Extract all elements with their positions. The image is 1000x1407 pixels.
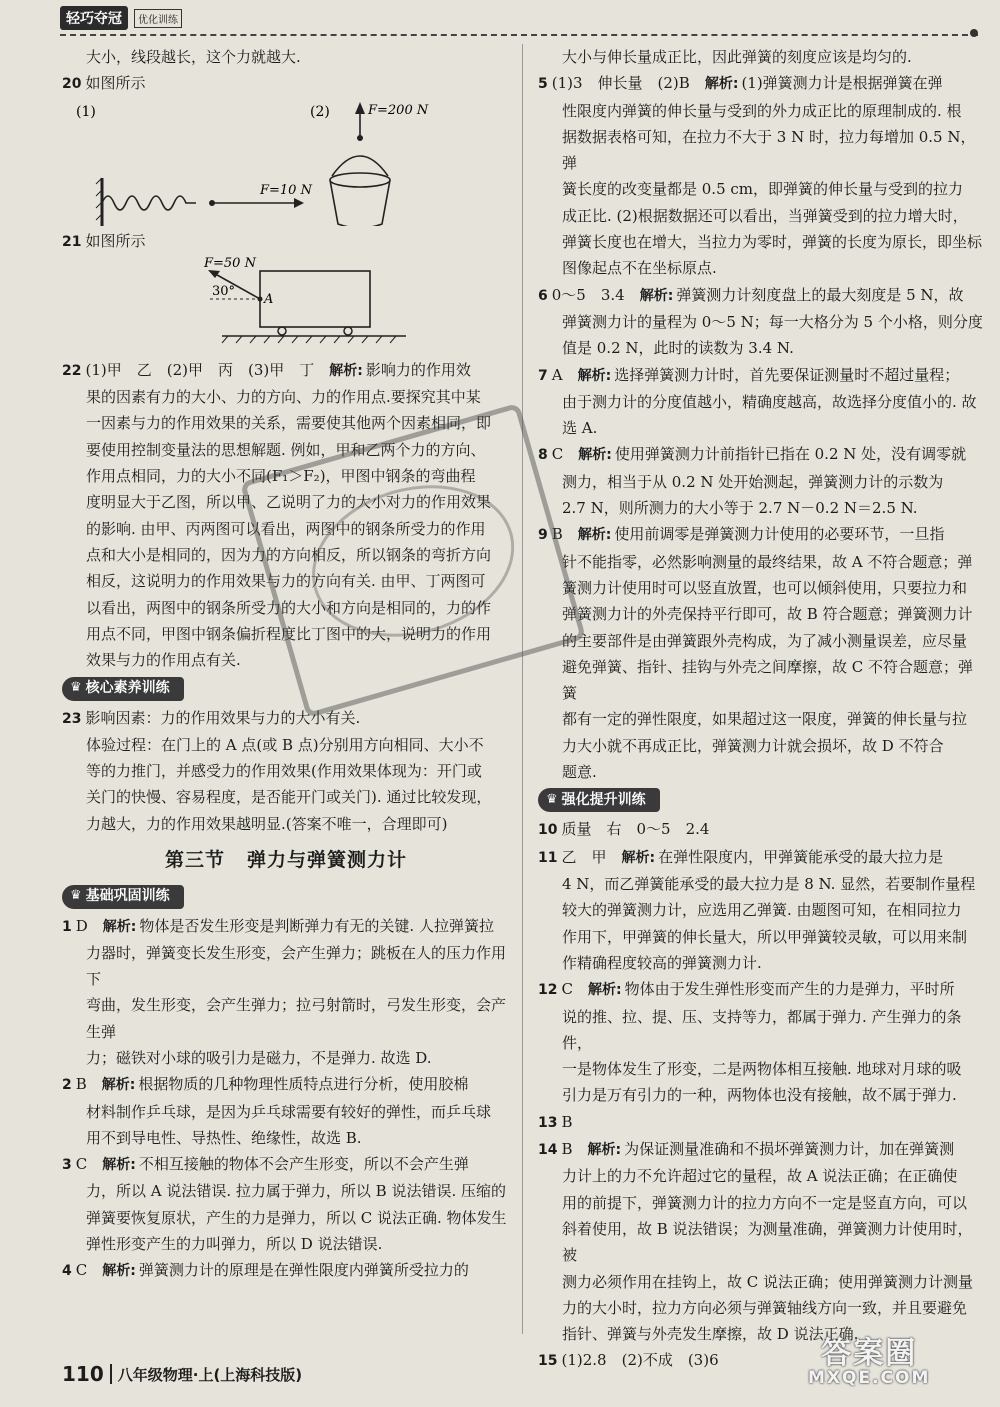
explanation-label: 解析: <box>102 1263 136 1280</box>
question-number: 12 <box>538 982 558 999</box>
section-heading <box>62 847 510 873</box>
text-line: 用的前提下，弹簧测力计的拉力方向不一定是竖直方向，可以 <box>562 1193 968 1212</box>
force-label-1: F=10 N <box>260 182 312 198</box>
q20-figure <box>62 100 502 226</box>
question-21 <box>62 228 510 255</box>
question-number: 9 <box>538 527 548 544</box>
text-line: 选择弹簧测力计时，首先要保证测量时不超过量程； <box>614 365 960 384</box>
section-title: 弹力与弹簧测力计 <box>247 849 408 872</box>
explanation-label: 解析: <box>577 527 612 544</box>
site-watermark <box>808 1328 930 1388</box>
explanation-label: 解析: <box>639 287 674 304</box>
text-line: 力大小就不再成正比，弹簧测力计就会损坏，故 D 不符合 <box>562 736 944 755</box>
question-number: 22 <box>62 362 82 379</box>
section-bar-advanced <box>538 788 660 812</box>
section-bar-label: 基础巩固训练 <box>85 888 170 905</box>
explanation-label: 解析: <box>102 918 137 935</box>
crown-icon: ♛ <box>70 680 82 696</box>
text-line: 据数据表格可知，在拉力不大于 3 N 时，拉力每增加 0.5 N，弹 <box>562 127 976 173</box>
text-line: 果的因素有力的大小、力的方向、力的作用点.要探究其中某 <box>86 388 481 407</box>
text-line: 针不能指零，必然影响测量的最终结果，故 A 不符合题意；弹 <box>562 552 973 571</box>
ground-hatch <box>222 336 396 343</box>
question-11 <box>538 844 984 871</box>
text-line: 测力必须作用在挂钩上，故 C 说法正确；使用弹簧测力计测量 <box>562 1272 974 1291</box>
force-label: F=50 N <box>204 256 256 271</box>
left-column <box>62 44 510 1285</box>
fig2-label: (2) <box>310 103 330 120</box>
explanation-label: 解析: <box>101 1077 136 1094</box>
question-number: 21 <box>62 233 82 250</box>
text-line: 力，所以 A 说法错误. 拉力属于弹力，所以 B 说法错误. 压缩的 <box>86 1182 507 1201</box>
question-22 <box>62 357 510 384</box>
text-line: 弹簧要恢复原状，产生的力是弹力，所以 C 说法正确. 物体发生 <box>86 1208 507 1227</box>
answer: C <box>561 980 573 999</box>
question-number: 20 <box>62 76 82 93</box>
question-7 <box>538 362 984 389</box>
text-line: 较大的弹簧测力计，应选用乙弹簧. 由题图可知，在相同拉力 <box>562 901 962 920</box>
section-bar-core <box>62 677 184 701</box>
text-line: 成正比. (2)根据数据还可以看出，当弹簧受到的拉力增大时， <box>562 206 968 225</box>
answer: C <box>551 445 564 464</box>
footer-separator <box>110 1364 112 1384</box>
question-number: 1 <box>62 918 72 935</box>
text-line: 力计上的力不允许超过它的量程，故 A 说法正确；在正确使 <box>562 1167 958 1186</box>
text-line: 测力，相当于从 0.2 N 处开始测起，弹簧测力计的示数为 <box>562 472 944 491</box>
text-line: 值是 0.2 N，此时的读数为 3.4 N. <box>562 339 794 358</box>
question-14 <box>538 1136 984 1163</box>
column-divider <box>522 44 523 1334</box>
brand-logo: 轻巧夺冠 <box>60 6 128 30</box>
question-2 <box>62 1071 510 1098</box>
wheel-icon <box>278 327 286 335</box>
question-20 <box>62 70 510 97</box>
text-line: 都有一定的弹性限度，如果超过这一限度，弹簧的伸长量与拉 <box>562 710 968 729</box>
text-line: 的影响. 由甲、丙两图可以看出，两图中的钢条所受力的作用 <box>86 519 486 538</box>
continued-text: 大小与伸长量成正比，因此弹簧的刻度应该是均匀的. <box>562 48 912 66</box>
answer: C <box>75 1261 88 1280</box>
text-line: 簧长度的改变量都是 0.5 cm，即弹簧的伸长量与受到的拉力 <box>562 180 964 199</box>
fig1-label: (1) <box>76 103 96 120</box>
wheel-icon <box>344 327 352 335</box>
text-line: 效果与力的作用点有关. <box>86 651 241 670</box>
answer: B <box>561 1112 573 1131</box>
text-line: 要使用控制变量法的思想解题. 例如，甲和乙两个力的方向、 <box>86 440 486 459</box>
question-10 <box>538 816 984 843</box>
text-line: 力；磁铁对小球的吸引力是磁力，不是弹力. 故选 D. <box>86 1049 432 1067</box>
crown-icon: ♛ <box>546 792 558 808</box>
question-text: 如图所示 <box>85 231 146 250</box>
text-line: 由于测力计的分度值越小，精确度越高，故选择分度值小的. 故 <box>562 392 977 411</box>
text-line: 说的推、拉、提、压、支持等力，都属于弹力. 产生弹力的条件， <box>562 1007 962 1052</box>
answer: D <box>75 916 88 935</box>
question-number: 3 <box>62 1157 72 1174</box>
watermark-logo: 答案圈 <box>821 1336 918 1371</box>
question-number: 13 <box>538 1114 558 1131</box>
text-line: 作用点相同，力的大小不同(F₁＞F₂)，甲图中钢条的弯曲程 <box>86 467 476 486</box>
text-line: 力越大，力的作用效果越明显.(答案不唯一，合理即可) <box>86 814 448 833</box>
explanation-label: 解析: <box>587 1142 622 1159</box>
angle-label: 30° <box>212 283 236 299</box>
text-line: 弹簧测力计刻度盘上的最大刻度是 5 N，故 <box>676 285 964 304</box>
section-bar-label: 强化提升训练 <box>561 792 646 809</box>
text-line: 2.7 N，则所测力的大小等于 2.7 N－0.2 N＝2.5 N. <box>562 499 918 518</box>
text-line: 不相互接触的物体不会产生形变，所以不会产生弹 <box>138 1155 469 1174</box>
explanation-label: 解析: <box>102 1157 136 1174</box>
text-line: 弹簧测力计的原理是在弹性限度内弹簧所受拉力的 <box>138 1261 469 1280</box>
q21-figure <box>62 257 502 355</box>
text-line: 体验过程：在门上的 A 点(或 B 点)分别用方向相同、大小不 <box>86 735 484 754</box>
text-line: 作用下，甲弹簧的伸长量大，所以甲弹簧较灵敏，可以用来制 <box>562 927 968 946</box>
explanation-label: 解析: <box>578 447 612 464</box>
question-1 <box>62 913 510 940</box>
text-line: 物体是否发生形变是判断弹力有无的关键. 人拉弹簧拉 <box>139 916 494 935</box>
point-label: A <box>264 291 274 307</box>
text-line: 根据物质的几种物理性质特点进行分析，使用胶棉 <box>138 1075 469 1094</box>
text-line: 弹簧测力计的量程为 0～5 N；每一大格分为 5 个小格，则分度 <box>562 312 983 331</box>
text-line: 用不到导电性、导热性、绝缘性，故选 B. <box>86 1128 362 1147</box>
watermark-url: MXQE.COM <box>808 1368 931 1388</box>
question-number: 23 <box>62 710 82 727</box>
text-line: 弹性形变产生的力叫弹力，所以 D 说法错误. <box>86 1235 383 1254</box>
text-line: 相反，这说明力的作用效果与力的方向有关. 由甲、丁两图可 <box>86 572 486 591</box>
question-number: 14 <box>538 1142 558 1159</box>
question-6 <box>538 282 984 309</box>
text-line: 弯曲，发生形变，会产生弹力；拉弓射箭时，弓发生形变，会产生弹 <box>86 996 507 1041</box>
answer: (1)甲 乙 (2)甲 丙 (3)甲 丁 <box>85 360 315 379</box>
question-5 <box>538 70 984 97</box>
text-line: 一是物体发生了形变，二是两物体相互接触. 地球对月球的吸 <box>562 1060 962 1079</box>
text-line: 材料制作乒乓球，是因为乒乓球需要有较好的弹性，而乒乓球 <box>86 1102 492 1121</box>
continued-text: 大小，线段越长，这个力就越大. <box>86 48 301 66</box>
answer: 质量 右 0～5 2.4 <box>561 820 710 839</box>
answer: 乙 甲 <box>561 847 607 866</box>
text-line: 弹簧测力计的外壳保持平行即可，故 B 符合题意；弹簧测力计 <box>562 605 973 624</box>
text-line: 关门的快慢、容易程度，是否能开门或关门). 通过比较发现， <box>86 788 492 807</box>
question-9 <box>538 521 984 548</box>
text-line: 题意. <box>562 763 597 782</box>
question-text: 如图所示 <box>85 74 146 93</box>
text-line: 选 A. <box>562 419 598 438</box>
answer: (1)2.8 (2)不成 (3)6 <box>561 1351 719 1370</box>
question-number: 15 <box>538 1353 558 1370</box>
text-line: 作精确程度较高的弹簧测力计. <box>562 953 762 972</box>
question-number: 11 <box>538 849 558 866</box>
text-line: 以看出，两图中的钢条所受力的大小和方向是相同的，力的作 <box>86 598 492 617</box>
page-footer <box>62 1362 302 1386</box>
answer: B <box>75 1075 87 1094</box>
text-line: 指针、弹簧与外壳发生摩擦，故 D 说法正确. <box>562 1325 859 1344</box>
page-number: 110 <box>62 1362 104 1386</box>
text-line: 簧测力计使用时可以竖直放置，也可以倾斜使用，只要拉力和 <box>562 578 968 597</box>
text-line: 为保证测量准确和不损坏弹簧测力计，加在弹簧测 <box>624 1140 955 1159</box>
question-number: 6 <box>538 287 548 304</box>
text-line: 引力是万有引力的一种，两物体也没有接触，故不属于弹力. <box>562 1086 957 1105</box>
box-shape <box>260 271 370 327</box>
text-line: 物体由于发生弹性形变而产生的力是弹力，平时所 <box>624 980 955 999</box>
text-line: 在弹性限度内，甲弹簧能承受的最大拉力是 <box>658 847 944 866</box>
question-13 <box>538 1109 984 1136</box>
header-dashed-rule <box>60 34 978 36</box>
question-number: 10 <box>538 822 558 839</box>
bucket-icon <box>330 156 390 226</box>
answer: C <box>75 1155 88 1174</box>
explanation-label: 解析: <box>329 362 363 379</box>
text-line: 避免弹簧、指针、挂钩与外壳之间摩擦，故 C 不符合题意；弹簧 <box>562 657 974 703</box>
spring-icon <box>102 196 196 210</box>
explanation-label: 解析: <box>704 76 739 93</box>
question-4 <box>62 1257 510 1284</box>
text-line: 图像起点不在坐标原点. <box>562 259 717 278</box>
brand-subtitle: 优化训练 <box>134 9 182 28</box>
text-line: 使用前调零是弹簧测力计使用的必要环节，一旦指 <box>614 525 945 544</box>
question-number: 2 <box>62 1077 72 1094</box>
page-header <box>60 4 182 32</box>
question-12 <box>538 976 984 1003</box>
section-bar-label: 核心素养训练 <box>85 680 170 697</box>
text-line: 等的力推门，并感受力的作用效果(作用效果体现为：开门或 <box>86 762 482 781</box>
question-number: 7 <box>538 367 548 384</box>
text-line: 用点不同，甲图中钢条偏折程度比丁图中的大，说明力的作用 <box>86 624 492 643</box>
explanation-label: 解析: <box>587 982 622 999</box>
section-bar-basic <box>62 885 184 909</box>
section-number: 第三节 <box>164 849 225 872</box>
text-line: (1)弹簧测力计是根据弹簧在弹 <box>741 74 943 93</box>
text-line: 一因素与力的作用效果的关系，需要使其他两个因素相同，即 <box>86 414 492 433</box>
answer: B <box>561 1140 573 1159</box>
text-line: 性限度内弹簧的伸长量与受到的外力成正比的原理制成的. 根 <box>562 101 962 120</box>
explanation-label: 解析: <box>577 367 612 384</box>
explanation-label: 解析: <box>621 849 656 866</box>
wall-icon <box>96 178 102 226</box>
text-line: 使用弹簧测力计前指针已指在 0.2 N 处，没有调零就 <box>614 445 967 464</box>
crown-icon: ♛ <box>70 888 82 904</box>
answer: B <box>551 525 563 544</box>
answer: A <box>551 365 563 384</box>
question-number: 5 <box>538 76 548 93</box>
text-line: 弹簧长度也在增大，当拉力为零时，弹簧的长度为原长，即坐标 <box>562 233 983 252</box>
text-line: 4 N，而乙弹簧能承受的最大拉力是 8 N. 显然，若要制作量程 <box>562 875 976 894</box>
question-8 <box>538 441 984 468</box>
text-line: 影响力的作用效 <box>365 360 471 379</box>
answer: (1)3 伸长量 (2)B <box>551 74 690 93</box>
text-line: 力器时，弹簧变长发生形变，会产生弹力；跳板在人的压力作用下 <box>86 943 507 989</box>
text-line: 斜着使用，故 B 说法错误；为测量准确，弹簧测力计使用时，被 <box>562 1219 973 1265</box>
text-line: 度明显大于乙图，所以甲、乙说明了力的大小对力的作用效果 <box>86 493 492 512</box>
text-line: 点和大小是相同的，因为力的方向相反，所以钢条的弯折方向 <box>86 545 492 564</box>
right-column <box>538 44 984 1375</box>
header-dot-icon <box>970 29 978 37</box>
answer: 0～5 3.4 <box>551 285 625 304</box>
book-title: 八年级物理·上(上海科技版) <box>117 1365 303 1384</box>
text-line: 影响因素：力的作用效果与力的大小有关. <box>85 708 361 727</box>
text-line: 的主要部件是由弹簧跟外壳构成，为了减小测量误差，应尽量 <box>562 631 968 650</box>
question-23 <box>62 705 510 732</box>
force-label-2: F=200 N <box>368 102 429 118</box>
question-3 <box>62 1151 510 1178</box>
text-line: 力的大小时，拉力方向必须与弹簧轴线方向一致，并且要避免 <box>562 1298 968 1317</box>
question-number: 4 <box>62 1263 72 1280</box>
question-number: 8 <box>538 447 548 464</box>
